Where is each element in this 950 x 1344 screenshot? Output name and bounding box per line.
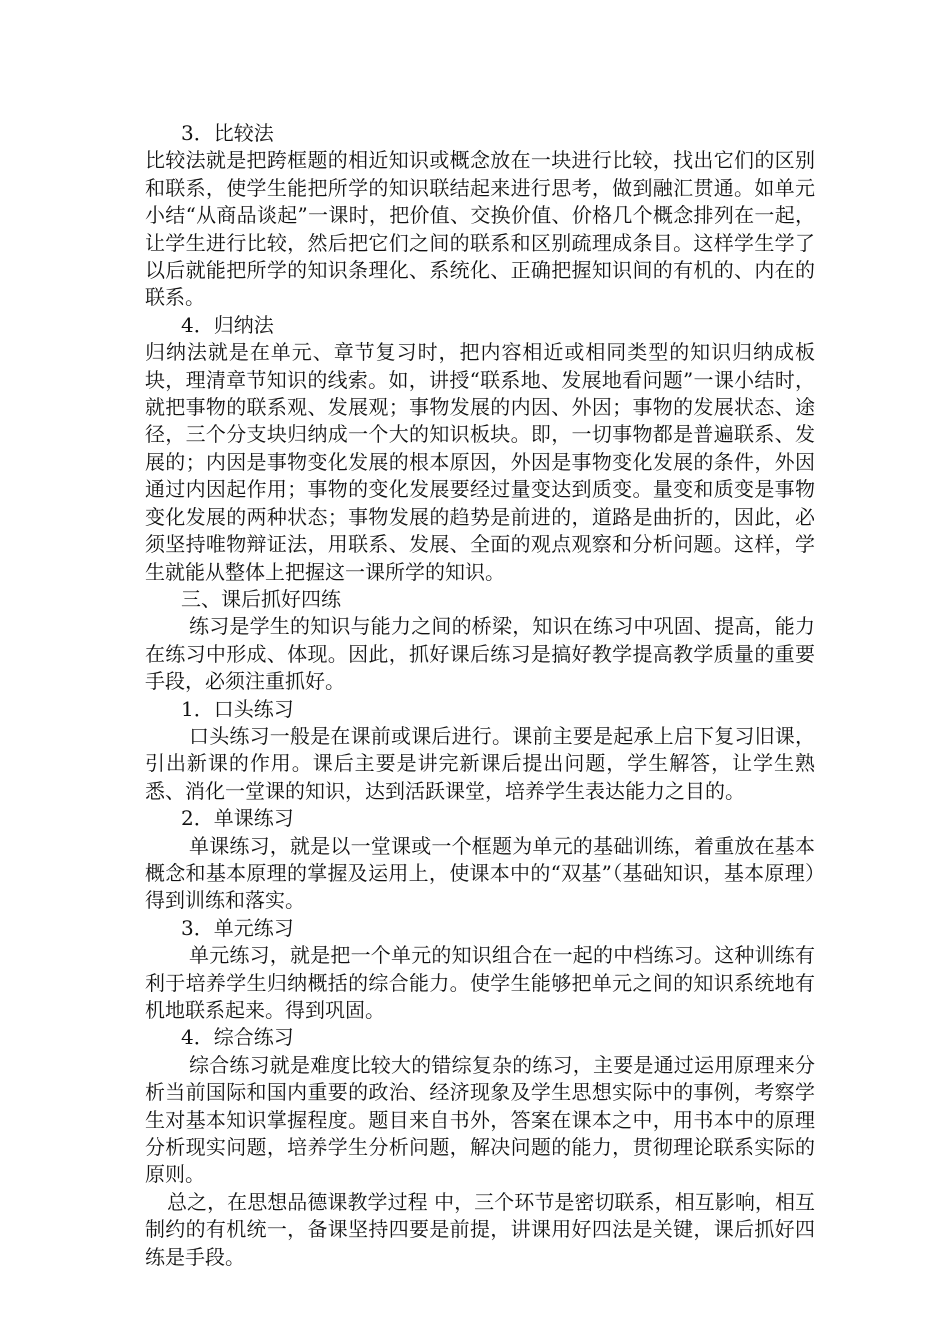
heading-comparison-method: 3．比较法 [181, 121, 274, 145]
paragraph-comparison-method: 比较法就是把跨框题的相近知识或概念放在一块进行比较，找出它们的区别和联系，使学生能把所学的知识联结起来进行思考，做到融汇贯通。如单元小结“从商品谈起”一课时，把价值、交换价值、价格几个概念排列在一起，让学生进行比较，然后把它们之间的联系和区别疏理成条目。这样学生学了以后就能把所学的知识条理化、系统化、正确把握知识间的有机的、内在的联系。 [145, 148, 815, 310]
paragraph-summary: 总之，在思想品德课教学过程 中，三个环节是密切联系，相互影响，相互制约的有机统一，备课坚持四要是前提，讲课用好四法是关键，课后抓好四练是手段。 [145, 1189, 815, 1269]
heading-induction-method: 4．归纳法 [181, 312, 274, 337]
paragraph-single-lesson-practice: 单课练习，就是以一堂课或一个框题为单元的基础训练，着重放在基本概念和基本原理的掌握及运用上，使课本中的“双基”（基础知识，基本原理）得到训练和落实。 [145, 833, 815, 913]
paragraph-section-three: 练习是学生的知识与能力之间的桥梁，知识在练习中巩固、提高，能力在练习中形成、体现。因此，抓好课后练习是搞好教学提高教学质量的重要手段，必须注重抓好。 [145, 614, 815, 694]
heading-single-lesson-practice: 2．单课练习 [181, 806, 294, 831]
document-body [145, 120, 815, 1271]
paragraph-unit-practice: 单元练习，就是把一个单元的知识组合在一起的中档练习。这种训练有利于培养学生归纳概括的综合能力。使学生能够把单元之间的知识系统地有机地联系起来。得到巩固。 [145, 943, 815, 1022]
heading-oral-practice: 1．口头练习 [181, 696, 294, 721]
paragraph-induction-method: 归纳法就是在单元、章节复习时，把内容相近或相同类型的知识归纳成板块，理清章节知识的线索。如，讲授“联系地、发展地看问题”一课小结时，就把事物的联系观、发展观；事物发展的内因、外因；事物的发展状态、途径，三个分支块归纳成一个大的知识板块。即，一切事物都是普遍联系、发展的；内因是事物变化发展的根本原因，外因是事物变化发展的条件，外因通过内因起作用；事物的变化发展要经过量变达到质变。量变和质变是事物变化发展的两种状态；事物发展的趋势是前进的，道路是曲折的，因此，必须坚持唯物辩证法，用联系、发展、全面的观点观察和分析问题。这样，学生就能从整体上把握这一课所学的知识。 [145, 340, 815, 584]
paragraph-oral-practice: 口头练习一般是在课前或课后进行。课前主要是起承上启下复习旧课，引出新课的作用。课后主要是讲完新课后提出问题，学生解答，让学生熟悉、消化一堂课的知识，达到活跃课堂，培养学生表达能力之目的。 [145, 723, 815, 803]
heading-unit-practice: 3．单元练习 [181, 915, 294, 940]
paragraph-comprehensive-practice: 综合练习就是难度比较大的错综复杂的练习，主要是通过运用原理来分析当前国际和国内重要的政治、经济现象及学生思想实际中的事例，考察学生对基本知识掌握程度。题目来自书外，答案在课本之中，用书本中的原理分析现实问题，培养学生分析问题，解决问题的能力，贯彻理论联系实际的原则。 [145, 1052, 815, 1187]
heading-section-three: 三、课后抓好四练 [181, 586, 341, 611]
heading-comprehensive-practice: 4．综合练习 [181, 1025, 294, 1050]
